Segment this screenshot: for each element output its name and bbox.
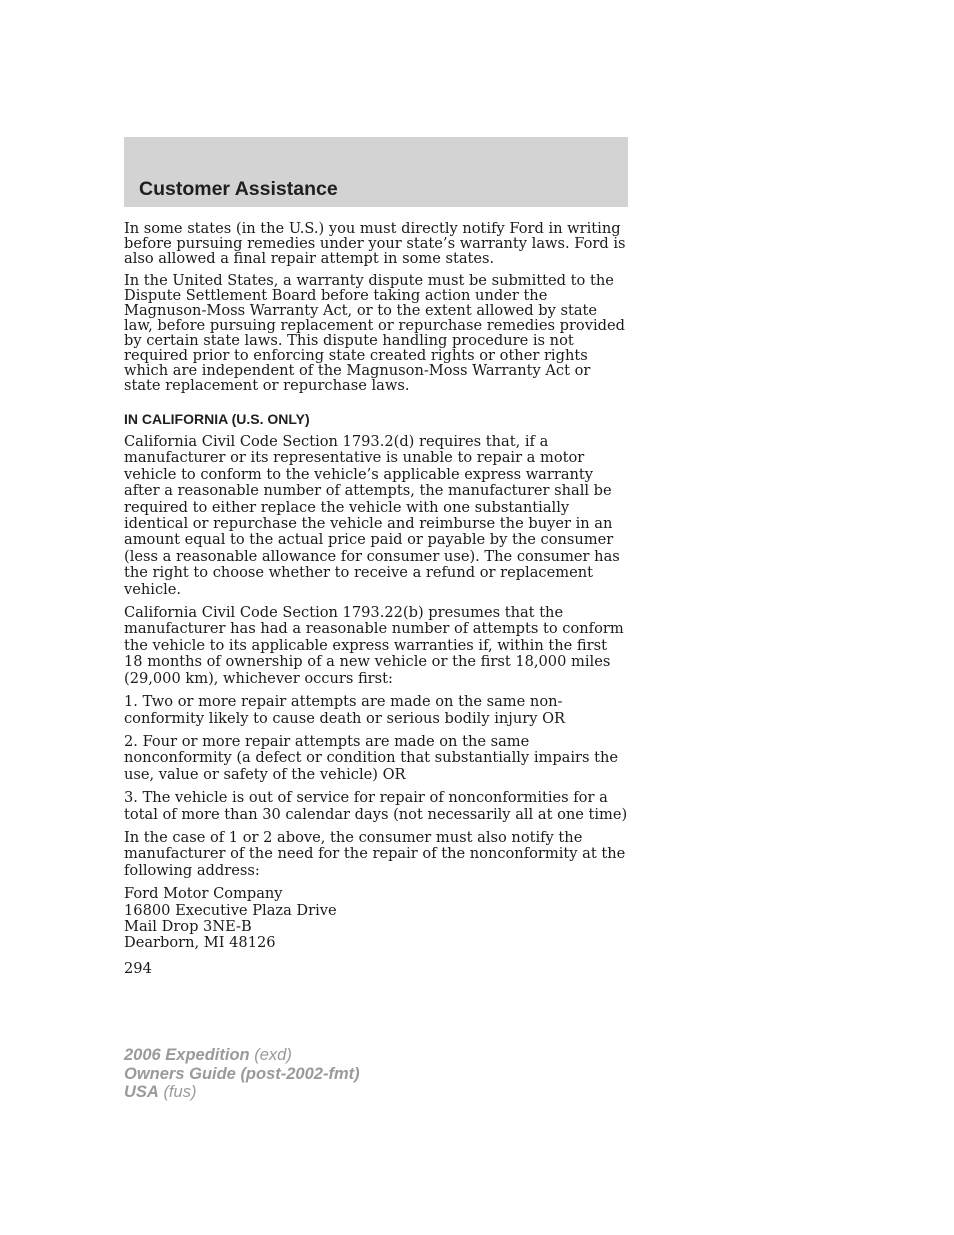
footer-line-model: [124, 1046, 360, 1065]
address-line-street: 16800 Executive Plaza Drive: [124, 901, 337, 919]
paragraph-civil-code-1793-22b: California Civil Code Section 1793.22(b) presumes that the manufacturer has had a reasonable number of attempts to conform the vehicle to its applicable express warranties if, within the first 18 months of ownership of a new vehicle or the first 18,000 miles (29,000 km), whichever occurs first:: [124, 604, 624, 687]
footer-region-code: (fus): [163, 1083, 197, 1101]
address-line-maildrop: Mail Drop 3NE-B: [124, 917, 252, 935]
list-item-1: 1. Two or more repair attempts are made on the same non-conformity likely to cause death or serious bodily injury OR: [124, 693, 566, 727]
paragraph-notify-ford: In some states (in the U.S.) you must directly notify Ford in writing before pursuing remedies under your state’s warranty laws. Ford is also allowed a final repair attempt in some states.: [124, 220, 626, 267]
list-item-2: 2. Four or more repair attempts are made on the same nonconformity (a defect or condition that substantially impairs the use, value or safety of the vehicle) OR: [124, 732, 619, 783]
paragraph-dispute-board: In the United States, a warranty dispute must be submitted to the Dispute Settlement Board before taking action under the Magnuson-Moss Warranty Act, or to the extent allowed by state law, before pursuing replacement or repurchase remedies provided by certain state laws. This dispute handling procedure is not required prior to enforcing state created rights or other rights which are independent of the Magnuson-Moss Warranty Act or state replacement or repurchase laws.: [124, 272, 625, 394]
paragraph-civil-code-1793-2d: California Civil Code Section 1793.2(d) requires that, if a manufacturer or its representative is unable to repair a motor vehicle to conform to the vehicle’s applicable express warranty after a reasonable number of attempts, the manufacturer shall be required to either replace the vehicle with one substantially identical or repurchase the vehicle and reimburse the buyer in an amount equal to the actual price paid or payable by the consumer (less a reasonable allowance for consumer use). The consumer has the right to choose whether to receive a refund or replacement vehicle.: [124, 433, 620, 598]
footer-guide: Owners Guide (post-2002-fmt): [124, 1064, 360, 1083]
footer-region: USA: [124, 1083, 159, 1101]
footer-model: 2006 Expedition: [124, 1046, 250, 1064]
footer-line-region: [124, 1083, 360, 1102]
paragraph-notify-manufacturer: In the case of 1 or 2 above, the consumer must also notify the manufacturer of the need for the repair of the nonconformity at the following address:: [124, 828, 626, 879]
section-title: Customer Assistance: [139, 178, 338, 200]
section-header-band: [124, 137, 628, 207]
page-number: 294: [124, 959, 152, 977]
list-item-3: 3. The vehicle is out of service for repair of nonconformities for a total of more than 30 calendar days (not necessarily all at one time): [124, 789, 628, 823]
address-line-city: Dearborn, MI 48126: [124, 934, 276, 952]
mailing-address: [124, 886, 630, 952]
footer-line-guide: [124, 1065, 360, 1084]
section-heading-california: IN CALIFORNIA (U.S. ONLY): [124, 411, 310, 427]
footer-model-code: (exd): [254, 1046, 292, 1064]
address-line-company: Ford Motor Company: [124, 885, 283, 903]
document-footer: [124, 1046, 360, 1102]
page-content: [124, 221, 630, 976]
